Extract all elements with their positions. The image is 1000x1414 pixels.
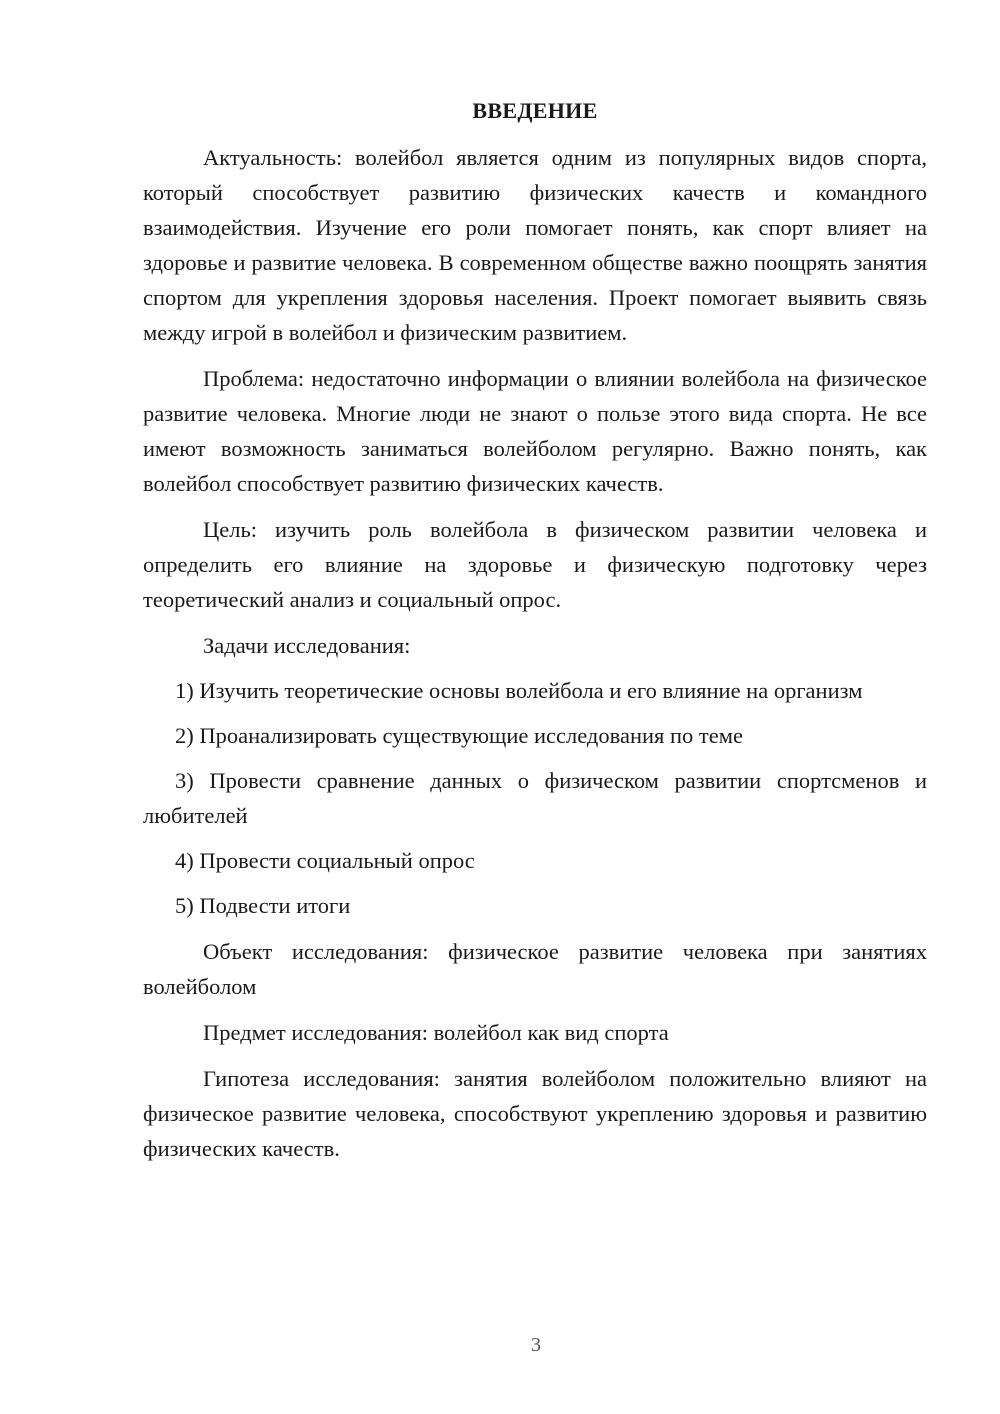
task-item-5: 5) Подвести итоги [175, 893, 351, 918]
task-item-3: 3) Провести сравнение данных о физическом развитии спортсменов и любителей [143, 768, 927, 828]
tasks-heading: Задачи исследования: [203, 633, 411, 658]
page-number: 3 [531, 1334, 541, 1356]
subject-paragraph: Предмет исследования: волейбол как вид спорта [203, 1020, 669, 1045]
task-item-2: 2) Проанализировать существующие исследования по теме [175, 723, 743, 748]
section-title: ВВЕДЕНИЕ [472, 98, 598, 123]
page-content [143, 96, 927, 1166]
object-paragraph: Объект исследования: физическое развитие человека при занятиях волейболом [143, 939, 927, 999]
goal-paragraph: Цель: изучить роль волейбола в физическом развитии человека и определить его влияние на здоровье и физическую подготовку через теоретический анализ и социальный опрос. [143, 517, 927, 612]
task-item-4: 4) Провести социальный опрос [175, 848, 475, 873]
relevance-paragraph: Актуальность: волейбол является одним из популярных видов спорта, который способствует развитию физических качеств и командного взаимодействия. Изучение его роли помогает понять, как спорт влияет на здоровье и развитие человека. В современном обществе важно поощрять занятия спортом для укрепления здоровья населения. Проект помогает выявить связь между игрой в волейбол и физическим развитием. [143, 145, 927, 345]
task-item-1: 1) Изучить теоретические основы волейбола и его влияние на организм [175, 678, 863, 703]
problem-paragraph: Проблема: недостаточно информации о влиянии волейбола на физическое развитие человека. Многие люди не знают о пользе этого вида спорта. Не все имеют возможность заниматься волейболом регулярно. Важно понять, как волейбол способствует развитию физических качеств. [143, 366, 927, 496]
hypothesis-paragraph: Гипотеза исследования: занятия волейболом положительно влияют на физическое развитие человека, способствуют укреплению здоровья и развитию физических качеств. [143, 1066, 927, 1161]
